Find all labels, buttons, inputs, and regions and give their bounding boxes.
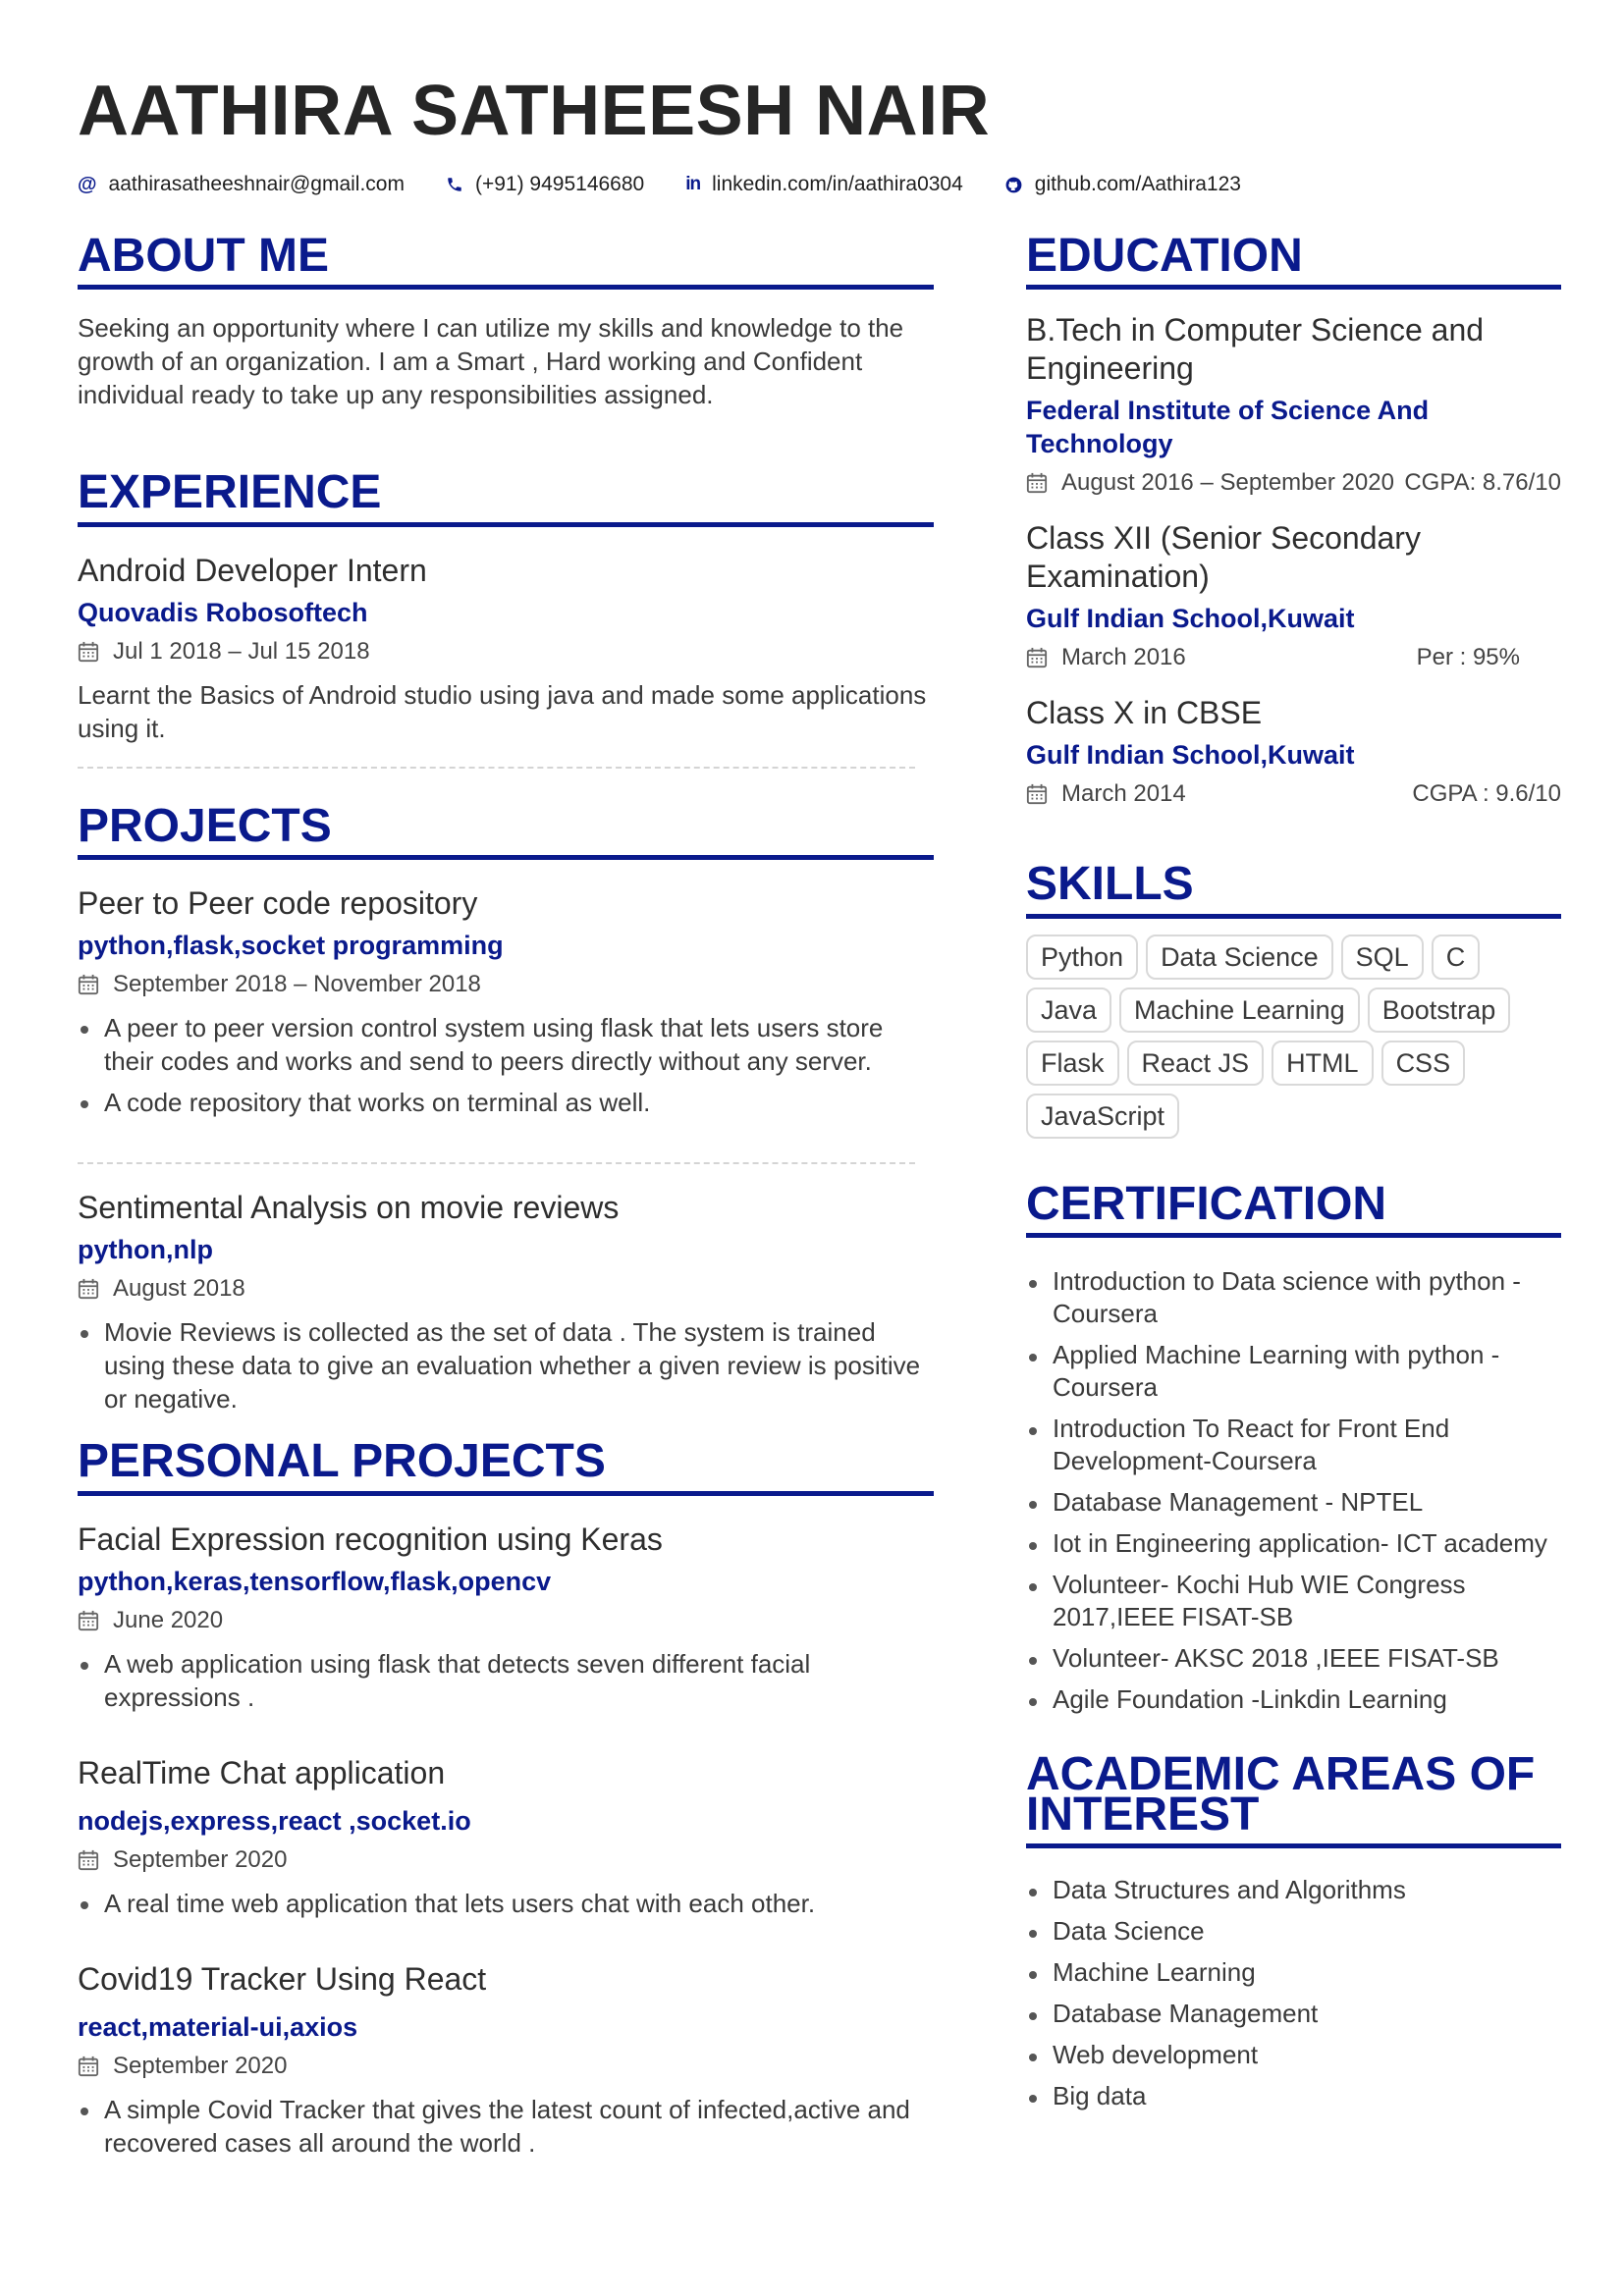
- calendar-icon: [78, 1278, 99, 1300]
- education-school: Gulf Indian School,Kuwait: [1026, 740, 1355, 771]
- about-text: Seeking an opportunity where I can utilize my skills and knowledge to the growth of an organization. I am a Smart , Hard working and Confident individual ready to take up any responsibilities assigned.: [78, 313, 904, 410]
- contact-phone[interactable]: [446, 173, 644, 196]
- education-date-wrap: [1026, 468, 1394, 498]
- education-degree: Class XII (Senior Secondary Examination): [1026, 520, 1421, 595]
- education-degree: B.Tech in Computer Science and Engineering: [1026, 312, 1485, 387]
- personal-project-entry: [78, 1959, 934, 2160]
- project-date-row: [78, 970, 934, 999]
- education-meta-row: [1026, 643, 1561, 672]
- experience-desc: Learnt the Basics of Android studio using java and made some applications using it.: [78, 679, 927, 743]
- personal-projects-title: PERSONAL PROJECTS: [78, 1437, 934, 1495]
- education-score: CGPA: 8.76/10: [1404, 469, 1561, 497]
- skills-section: [1026, 860, 1561, 1146]
- right-column: [1026, 232, 1561, 2121]
- education-date: August 2016 – September 2020: [1061, 469, 1394, 497]
- calendar-icon: [1026, 647, 1048, 668]
- skill-tag: Machine Learning: [1119, 988, 1360, 1033]
- bullet-item: A code repository that works on terminal as well.: [78, 1086, 934, 1119]
- experience-entry: [78, 551, 934, 745]
- at-icon: @: [78, 173, 97, 195]
- bullet-item: A peer to peer version control system using flask that lets users store their codes and works and send to peers directly without any server.: [78, 1011, 934, 1078]
- project-date-row: [78, 2052, 934, 2081]
- project-date: September 2020: [113, 2052, 288, 2079]
- education-degree: Class X in CBSE: [1026, 695, 1263, 731]
- education-section: [1026, 232, 1561, 809]
- calendar-icon: [78, 2056, 99, 2077]
- skill-tag: Data Science: [1146, 934, 1333, 980]
- email-text[interactable]: aathirasatheeshnair@gmail.com: [108, 173, 405, 195]
- list-item: Web development: [1026, 2039, 1561, 2071]
- github-icon: [1004, 176, 1023, 194]
- contact-github[interactable]: [1004, 173, 1241, 196]
- skill-tag: Bootstrap: [1368, 988, 1511, 1033]
- github-text[interactable]: github.com/Aathira123: [1034, 173, 1241, 195]
- list-item: Applied Machine Learning with python - Coursera: [1026, 1339, 1561, 1404]
- project-name: RealTime Chat application: [78, 1754, 446, 1790]
- project-date-row: [78, 1274, 934, 1304]
- skill-tag: Python: [1026, 934, 1138, 980]
- project-date-row: [78, 1606, 934, 1635]
- bullet-item: Movie Reviews is collected as the set of data . The system is trained using these data to give an evaluation whether a given review is positive or negative.: [78, 1315, 934, 1415]
- skill-tag: SQL: [1341, 934, 1424, 980]
- certification-section: [1026, 1177, 1561, 1716]
- personal-projects-section: [78, 1437, 934, 2159]
- interests-title: ACADEMIC AREAS OF INTEREST: [1026, 1755, 1561, 1848]
- skill-tag: Java: [1026, 988, 1111, 1033]
- project-tech: react,material-ui,axios: [78, 2011, 358, 2042]
- education-entry: [1026, 519, 1561, 672]
- list-item: Volunteer- Kochi Hub WIE Congress 2017,IEEE FISAT-SB: [1026, 1569, 1561, 1633]
- skill-tag: Flask: [1026, 1041, 1119, 1086]
- interests-list: [1026, 1874, 1561, 2112]
- education-meta-row: [1026, 468, 1561, 498]
- project-date: September 2020: [113, 1845, 288, 1873]
- education-score: CGPA : 9.6/10: [1412, 780, 1561, 808]
- linkedin-icon: in: [685, 174, 701, 194]
- calendar-icon: [1026, 472, 1048, 494]
- education-date-wrap: [1026, 643, 1186, 672]
- project-date: September 2018 – November 2018: [113, 971, 481, 998]
- list-item: Introduction To React for Front End Development-Coursera: [1026, 1413, 1561, 1477]
- project-date-row: [78, 1845, 934, 1875]
- personal-project-entry: [78, 1753, 934, 1920]
- education-score: Per : 95%: [1416, 644, 1520, 671]
- projects-title: PROJECTS: [78, 802, 934, 860]
- list-item: Database Management: [1026, 1998, 1561, 2030]
- list-item: Data Science: [1026, 1915, 1561, 1948]
- calendar-icon: [78, 1610, 99, 1631]
- phone-text[interactable]: (+91) 9495146680: [474, 173, 645, 195]
- project-name: Sentimental Analysis on movie reviews: [78, 1190, 620, 1226]
- education-meta-row: [1026, 779, 1561, 809]
- skill-tag: HTML: [1272, 1041, 1374, 1086]
- experience-role: Android Developer Intern: [78, 552, 427, 588]
- education-date-wrap: [1026, 779, 1186, 809]
- project-name: Facial Expression recognition using Keras: [78, 1521, 663, 1557]
- experience-section: [78, 468, 934, 768]
- bullet-item: A real time web application that lets users chat with each other.: [78, 1887, 934, 1920]
- calendar-icon: [78, 1849, 99, 1871]
- experience-date: Jul 1 2018 – Jul 15 2018: [113, 637, 370, 665]
- contact-email[interactable]: [78, 173, 405, 196]
- list-item: Agile Foundation -Linkdin Learning: [1026, 1683, 1561, 1716]
- experience-company: Quovadis Robosoftech: [78, 597, 368, 627]
- list-item: Iot in Engineering application- ICT academy: [1026, 1527, 1561, 1560]
- contact-bar: [78, 173, 1282, 196]
- divider: [78, 1162, 915, 1164]
- list-item: Volunteer- AKSC 2018 ,IEEE FISAT-SB: [1026, 1642, 1561, 1675]
- list-item: Introduction to Data science with python - Coursera: [1026, 1265, 1561, 1330]
- education-title: EDUCATION: [1026, 232, 1561, 290]
- bullet-item: A simple Covid Tracker that gives the latest count of infected,active and recovered cases all around the world .: [78, 2093, 934, 2160]
- left-column: [78, 232, 934, 2167]
- skills-title: SKILLS: [1026, 860, 1561, 918]
- experience-title: EXPERIENCE: [78, 468, 934, 526]
- project-bullets: [78, 1011, 934, 1119]
- project-tech: python,flask,socket programming: [78, 931, 504, 961]
- about-section: [78, 232, 934, 411]
- linkedin-text[interactable]: linkedin.com/in/aathira0304: [712, 173, 963, 195]
- skill-tag: CSS: [1381, 1041, 1466, 1086]
- certification-title: CERTIFICATION: [1026, 1180, 1561, 1238]
- skills-tags: [1026, 934, 1537, 1147]
- project-entry: [78, 1188, 934, 1415]
- skill-tag: JavaScript: [1026, 1094, 1179, 1139]
- experience-date-row: [78, 637, 934, 667]
- skill-tag: C: [1432, 934, 1481, 980]
- project-bullets: [78, 2093, 934, 2160]
- list-item: Machine Learning: [1026, 1956, 1561, 1989]
- list-item: Big data: [1026, 2080, 1561, 2112]
- personal-project-entry: [78, 1520, 934, 1714]
- education-date: March 2014: [1061, 780, 1186, 808]
- resume-name: AATHIRA SATHEESH NAIR: [78, 72, 991, 150]
- divider: [78, 767, 915, 769]
- education-entry: [1026, 694, 1561, 809]
- list-item: Database Management - NPTEL: [1026, 1486, 1561, 1519]
- project-bullets: [78, 1647, 934, 1714]
- project-date: June 2020: [113, 1606, 224, 1633]
- phone-icon: [446, 176, 463, 193]
- project-entry: [78, 883, 934, 1119]
- calendar-icon: [78, 641, 99, 663]
- calendar-icon: [1026, 783, 1048, 805]
- interests-section: [1026, 1748, 1561, 2112]
- about-title: ABOUT ME: [78, 232, 934, 290]
- project-name: Peer to Peer code repository: [78, 885, 478, 922]
- project-tech: python,nlp: [78, 1235, 213, 1265]
- project-bullets: [78, 1887, 934, 1920]
- project-tech: python,keras,tensorflow,flask,opencv: [78, 1566, 552, 1596]
- projects-section: [78, 799, 934, 1415]
- contact-linkedin[interactable]: [685, 173, 963, 196]
- education-date: March 2016: [1061, 644, 1186, 671]
- calendar-icon: [78, 974, 99, 995]
- education-entry: [1026, 311, 1561, 498]
- project-date: August 2018: [113, 1275, 245, 1303]
- education-school: Gulf Indian School,Kuwait: [1026, 604, 1355, 634]
- bullet-item: A web application using flask that detects seven different facial expressions .: [78, 1647, 934, 1714]
- list-item: Data Structures and Algorithms: [1026, 1874, 1561, 1906]
- project-tech: nodejs,express,react ,socket.io: [78, 1805, 471, 1836]
- project-bullets: [78, 1315, 934, 1415]
- certification-list: [1026, 1265, 1561, 1716]
- skill-tag: React JS: [1127, 1041, 1265, 1086]
- project-name: Covid19 Tracker Using React: [78, 1960, 487, 1997]
- education-school: Federal Institute of Science And Technology: [1026, 396, 1430, 459]
